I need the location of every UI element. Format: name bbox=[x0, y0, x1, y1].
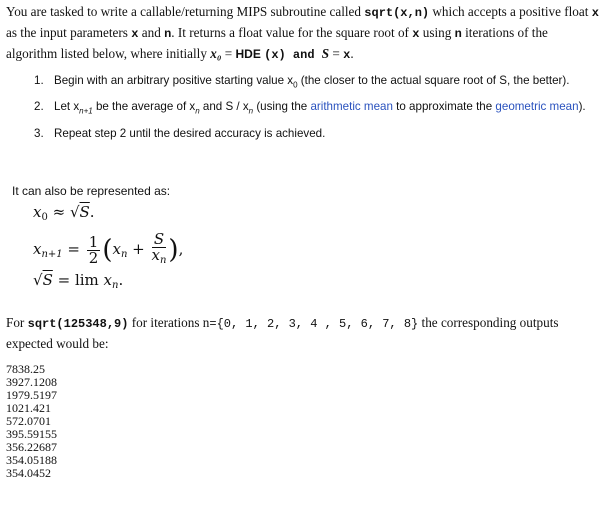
sample-call: sqrt(125348,9) bbox=[27, 317, 129, 331]
output-value: 356.22687 bbox=[6, 440, 57, 454]
arithmetic-mean-link[interactable]: arithmetic mean bbox=[310, 100, 393, 114]
fraction-s-over-xn bbox=[152, 232, 167, 268]
intro-text: = bbox=[221, 46, 236, 61]
math-var: S bbox=[42, 271, 53, 289]
math-var: x bbox=[112, 240, 121, 258]
math-var: x bbox=[103, 271, 113, 289]
step-2 bbox=[34, 97, 594, 121]
math-op: = bbox=[62, 240, 85, 258]
denominator bbox=[152, 248, 167, 268]
intro-text: . It returns a float value for the square root of bbox=[171, 25, 413, 40]
iteration-list: ={0, 1, 2, 3, 4 , 5, 6, 7, 8} bbox=[209, 317, 419, 331]
representation-heading: It can also be represented as: bbox=[12, 184, 171, 198]
math-op: ≈ bbox=[47, 203, 70, 221]
output-value: 1021.421 bbox=[6, 401, 51, 415]
intro-text: as the input parameters bbox=[6, 25, 132, 40]
math-sub: n+1 bbox=[41, 249, 63, 260]
problem-statement bbox=[6, 2, 602, 65]
sample-text: For bbox=[6, 315, 28, 330]
step-number: 3. bbox=[34, 126, 44, 140]
output-value: 354.0452 bbox=[6, 466, 51, 480]
math-var: x bbox=[151, 246, 160, 264]
intro-text: iterations of the algorithm listed below, where initially bbox=[6, 25, 548, 61]
math-op: + bbox=[127, 240, 150, 258]
intro-text: using bbox=[419, 25, 455, 40]
step-text: ). bbox=[578, 100, 586, 114]
function-signature: sqrt(x,n) bbox=[364, 6, 430, 20]
sample-text: for iterations bbox=[128, 315, 203, 330]
param-x-paren: (x) bbox=[264, 48, 286, 62]
math-op: = bbox=[52, 271, 75, 289]
output-value: 7838.25 bbox=[6, 362, 45, 376]
step-text: (using the bbox=[253, 100, 311, 114]
intro-text: which accepts a positive float bbox=[429, 4, 592, 19]
intro-text: = bbox=[329, 46, 344, 61]
math-var: x bbox=[33, 240, 42, 258]
intro-text: You are tasked to write a callable/returning MIPS subroutine called bbox=[6, 4, 365, 19]
geometric-mean-link[interactable]: geometric mean bbox=[495, 100, 579, 114]
intro-text: and bbox=[138, 25, 165, 40]
math-sub: n bbox=[112, 280, 119, 291]
subscript: 0 bbox=[293, 80, 298, 90]
math-op: . bbox=[89, 203, 95, 221]
math-op: , bbox=[178, 240, 184, 258]
output-value: 572.0701 bbox=[6, 414, 51, 428]
denominator: 2 bbox=[88, 248, 99, 267]
math-sub: n bbox=[159, 255, 167, 266]
subscript: n+1 bbox=[79, 106, 93, 116]
step-text: and S / x bbox=[199, 100, 249, 114]
step-number: 2. bbox=[34, 100, 44, 114]
formula-limit bbox=[33, 271, 123, 291]
output-value: 395.59155 bbox=[6, 427, 57, 441]
symbol-S: S bbox=[321, 46, 330, 61]
intro-text: . bbox=[350, 46, 354, 61]
step-1 bbox=[34, 71, 594, 95]
param-x: x bbox=[591, 6, 599, 20]
intro-and: and bbox=[285, 48, 322, 62]
param-n: n bbox=[164, 27, 172, 41]
step-text: to approximate the bbox=[392, 100, 496, 114]
math-sub: n bbox=[120, 249, 128, 260]
paren: ( bbox=[102, 235, 113, 265]
numerator: 1 bbox=[88, 232, 99, 251]
math-var: x bbox=[33, 203, 42, 221]
output-value: 354.05188 bbox=[6, 453, 57, 467]
formula-iteration bbox=[33, 232, 183, 268]
fraction-half bbox=[87, 232, 101, 267]
param-x: x bbox=[343, 48, 351, 62]
sample-description bbox=[6, 313, 602, 353]
subscript: n bbox=[248, 106, 254, 116]
step-text: Repeat step 2 until the desired accuracy is achieved. bbox=[54, 126, 326, 140]
step-text: (the closer to the actual square root of S, the better). bbox=[297, 74, 570, 87]
output-value: 1979.5197 bbox=[6, 388, 57, 402]
lim-operator: lim bbox=[74, 271, 104, 289]
subscript: n bbox=[195, 106, 200, 116]
numerator: S bbox=[152, 232, 167, 248]
sqrt-symbol: √ bbox=[69, 203, 80, 221]
math-op: . bbox=[118, 271, 124, 289]
hde-label: HDE bbox=[235, 47, 261, 61]
sqrt-symbol: √ bbox=[33, 271, 43, 289]
step-text: be the average of x bbox=[92, 100, 196, 114]
paren: ) bbox=[168, 235, 179, 265]
math-sub: 0 bbox=[41, 212, 48, 223]
param-n: n bbox=[454, 27, 462, 41]
param-x: x bbox=[412, 27, 420, 41]
param-x: x bbox=[131, 27, 139, 41]
sample-text: the corresponding outputs expected would be: bbox=[6, 315, 559, 351]
param-n: n bbox=[202, 315, 210, 330]
formula-initial bbox=[33, 203, 95, 223]
step-3 bbox=[34, 124, 594, 144]
algorithm-steps bbox=[34, 71, 594, 146]
output-value: 3927.1208 bbox=[6, 375, 57, 389]
initial-x0: x₀ bbox=[210, 46, 222, 61]
math-var: S bbox=[79, 203, 90, 221]
step-text: Begin with an arbitrary positive starting value x bbox=[54, 74, 294, 87]
expected-outputs bbox=[6, 363, 57, 480]
step-text: Let x bbox=[54, 100, 80, 114]
step-number: 1. bbox=[34, 74, 44, 87]
